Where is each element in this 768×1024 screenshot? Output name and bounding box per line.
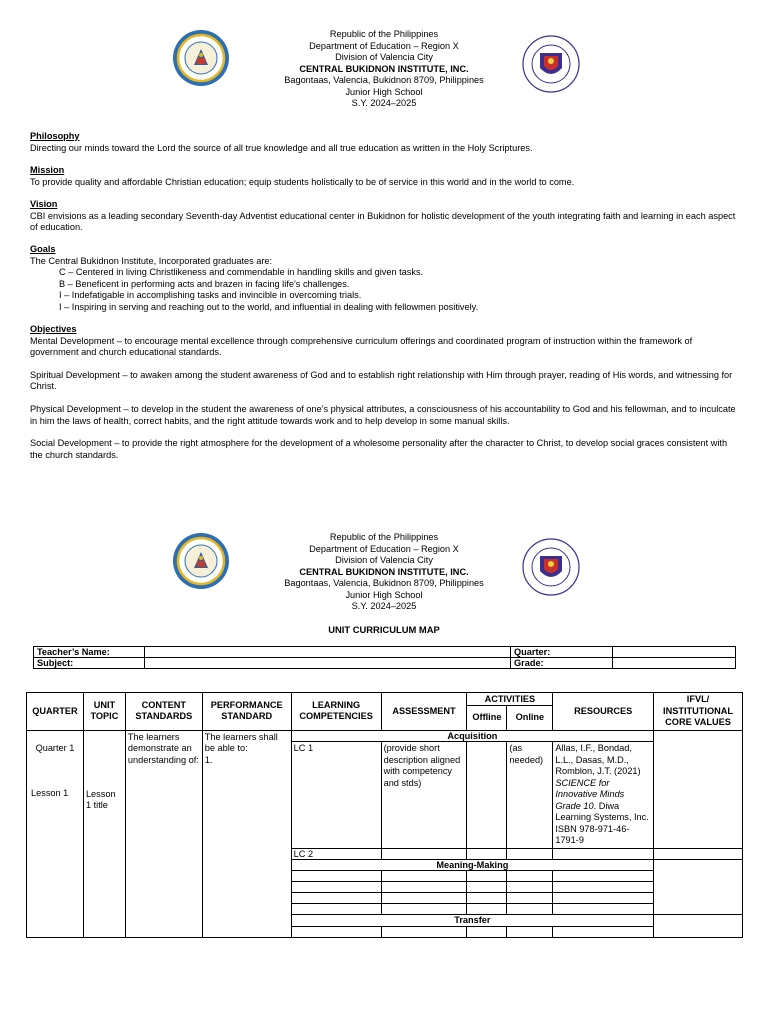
- mm-row-1-cell: [467, 871, 507, 882]
- mm-row-4-cell: [467, 904, 507, 915]
- goals-title: Goals: [30, 244, 56, 254]
- performance-standard-text: The learners shall be able to:: [204, 731, 278, 753]
- lesson-title: Lesson 1 title: [85, 788, 116, 810]
- mm-row-4-cell: [381, 904, 467, 915]
- school-level: Junior High School: [345, 589, 423, 600]
- goals-section: [30, 244, 742, 314]
- philosophy-text: Directing our minds toward the Lord the source of all true knowledge and all true education as written in the Holy Scriptures.: [30, 142, 533, 153]
- ifvl-cell-4: [654, 915, 743, 938]
- mm-row-1-cell: [553, 871, 654, 882]
- tr-row-1-cell: [467, 926, 507, 937]
- objectives-title: Objectives: [30, 324, 77, 334]
- mm-row-3-cell: [291, 893, 381, 904]
- objective-physical: Physical Development – to develop in the student the awareness of one’s physical attributes, a consciousness of his accountability to God and his fellowman, and to inculcate in him the laws of health, correct habits, and the right attitude towards work and to help develop in some manual skills.: [30, 403, 736, 426]
- grade-label: Grade:: [511, 658, 613, 669]
- section-transfer: Transfer: [291, 915, 653, 927]
- curriculum-map-title: UNIT CURRICULUM MAP: [328, 624, 440, 635]
- teacher-info-table: [33, 646, 736, 669]
- tr-row-1-cell: [381, 926, 467, 937]
- mm-row-4-cell: [291, 904, 381, 915]
- subject-field[interactable]: [145, 658, 511, 669]
- mm-row-2-cell: [291, 882, 381, 893]
- mission-title: Mission: [30, 165, 65, 175]
- goal-item-i2: I – Inspiring in serving and reaching out to the world, and influential in dealing with fellowmen positively.: [59, 301, 479, 312]
- header-department: Department of Education – Region X: [309, 40, 459, 51]
- mm-row-3-cell: [381, 893, 467, 904]
- curriculum-map-table: [26, 692, 743, 938]
- vision-title: Vision: [30, 199, 58, 209]
- mm-row-1-cell: [381, 871, 467, 882]
- header-learning-competencies: LEARNING COMPETENCIES: [291, 693, 381, 731]
- header-content-standards: CONTENT STANDARDS: [125, 693, 202, 731]
- lesson-value: Lesson 1: [31, 788, 69, 798]
- online-cell: (as needed): [507, 742, 553, 849]
- header-ifvl: IFVL/ INSTITUTIONAL CORE VALUES: [654, 693, 743, 731]
- mm-row-4-cell: [553, 904, 654, 915]
- lc2-assessment-cell: [381, 848, 467, 859]
- school-address: Bagontaas, Valencia, Bukidnon 8709, Philippines: [284, 75, 484, 85]
- lc1-cell: LC 1: [291, 742, 381, 849]
- resources-publisher: . Diwa Learning Systems, Inc. ISBN 978-971-46-1791-9: [555, 800, 649, 845]
- performance-standard-item: 1.: [204, 754, 213, 765]
- cbi-logo: [172, 532, 230, 590]
- lc2-offline-cell: [467, 848, 507, 859]
- content-standard-text: The learners demonstrate an understanding of:: [127, 731, 199, 765]
- school-address: Bagontaas, Valencia, Bukidnon 8709, Philippines: [284, 578, 484, 588]
- content-standard-cell: [125, 730, 202, 937]
- header-assessment: ASSESSMENT: [381, 693, 467, 731]
- resources-authors: Allas, I.F., Bondad, L.L., Dasas, M.D., Romblon, J.T. (2021): [555, 743, 641, 776]
- mm-row-3-cell: [467, 893, 507, 904]
- header-performance-standard: PERFORMANCE STANDARD: [202, 693, 291, 731]
- subject-label: Subject:: [34, 658, 145, 669]
- mission-text: To provide quality and affordable Christian education; equip students holistically to be of service in this world and in the world to come.: [30, 176, 575, 187]
- section-acquisition: Acquisition: [291, 730, 653, 742]
- grade-field[interactable]: [613, 658, 736, 669]
- teacher-name-field[interactable]: [145, 647, 511, 658]
- mm-row-4-cell: [507, 904, 553, 915]
- quarter-cell: [27, 730, 84, 937]
- cbi-logo: [172, 29, 230, 87]
- header-unit-topic: UNIT TOPIC: [83, 693, 125, 731]
- objective-social: Social Development – to provide the right atmosphere for the development of a wholesome personality after the character to Christ, to develop social graces consistent with the church standards.: [30, 438, 728, 460]
- vision-section: [30, 199, 742, 234]
- ifvl-cell-1: [654, 730, 743, 848]
- ifvl-cell-3: [654, 859, 743, 915]
- school-year: S.Y. 2024–2025: [351, 601, 417, 611]
- lc2-online-cell: [507, 848, 553, 859]
- resources-book-title: SCIENCE for Innovative Minds Grade 10: [555, 777, 625, 811]
- header-division: Division of Valencia City: [335, 52, 433, 62]
- tr-row-1-cell: [507, 926, 553, 937]
- school-name: CENTRAL BUKIDNON INSTITUTE, INC.: [299, 63, 469, 74]
- unit-topic-cell: [83, 730, 125, 937]
- quarter-label: Quarter:: [511, 647, 613, 658]
- objective-mental: Mental Development – to encourage mental excellence through comprehensive curriculum offerings and coordinated program of instruction within the framework of government and church educational standards.: [30, 335, 693, 358]
- resources-cell: [553, 742, 654, 849]
- school-level: Junior High School: [345, 86, 423, 97]
- mm-row-2-cell: [467, 882, 507, 893]
- philosophy-section: [30, 131, 742, 154]
- deped-seal: [522, 35, 580, 93]
- header-quarter: QUARTER: [27, 693, 84, 731]
- goals-intro: The Central Bukidnon Institute, Incorporated graduates are:: [30, 255, 273, 266]
- quarter-value: Quarter 1: [35, 742, 75, 753]
- header-online: Online: [507, 706, 553, 730]
- philosophy-title: Philosophy: [30, 131, 80, 141]
- header-resources: RESOURCES: [553, 693, 654, 731]
- tr-row-1-cell: [291, 926, 381, 937]
- goal-item-c: C – Centered in living Christlikeness and commendable in handling skills and given tasks.: [59, 267, 424, 278]
- objectives-section: [30, 324, 742, 472]
- header-division: Division of Valencia City: [335, 555, 433, 565]
- assessment-cell: (provide short description aligned with competency and stds): [381, 742, 467, 849]
- goal-item-i1: I – Indefatigable in accomplishing tasks and invincible in overcoming trials.: [59, 290, 362, 301]
- mm-row-3-cell: [553, 893, 654, 904]
- lc2-resources-cell: [553, 848, 654, 859]
- header-activities: ACTIVITIES: [467, 693, 553, 706]
- mm-row-2-cell: [553, 882, 654, 893]
- school-year: S.Y. 2024–2025: [351, 98, 417, 108]
- header-republic: Republic of the Philippines: [329, 532, 439, 542]
- performance-standard-cell: [202, 730, 291, 937]
- mm-row-1-cell: [507, 871, 553, 882]
- mm-row-1-cell: [291, 871, 381, 882]
- tr-row-1-cell: [553, 926, 654, 937]
- quarter-field[interactable]: [613, 647, 736, 658]
- deped-seal: [522, 538, 580, 596]
- teacher-name-label: Teacher’s Name:: [34, 647, 145, 658]
- goal-item-b: B – Beneficent in performing acts and brazen in facing life’s challenges.: [59, 278, 350, 289]
- mission-section: [30, 165, 742, 188]
- mm-row-3-cell: [507, 893, 553, 904]
- mm-row-2-cell: [507, 882, 553, 893]
- objective-spiritual: Spiritual Development – to awaken among the student awareness of God and to establish right relationship with Him through prayer, reading of His words, and witnessing for Christ.: [30, 369, 733, 392]
- header-department: Department of Education – Region X: [309, 543, 459, 554]
- mm-row-2-cell: [381, 882, 467, 893]
- vision-text: CBI envisions as a leading secondary Seventh-day Adventist educational center in Bukidnon for holistic development of the youth integrating faith and learning in each aspect of education.: [30, 210, 736, 233]
- school-name: CENTRAL BUKIDNON INSTITUTE, INC.: [299, 566, 469, 577]
- header-republic: Republic of the Philippines: [329, 29, 439, 39]
- offline-cell: [467, 742, 507, 849]
- header-offline: Offline: [467, 706, 507, 730]
- section-meaning-making: Meaning-Making: [291, 859, 653, 871]
- lc2-cell: LC 2: [291, 848, 381, 859]
- ifvl-cell-2: [654, 848, 743, 859]
